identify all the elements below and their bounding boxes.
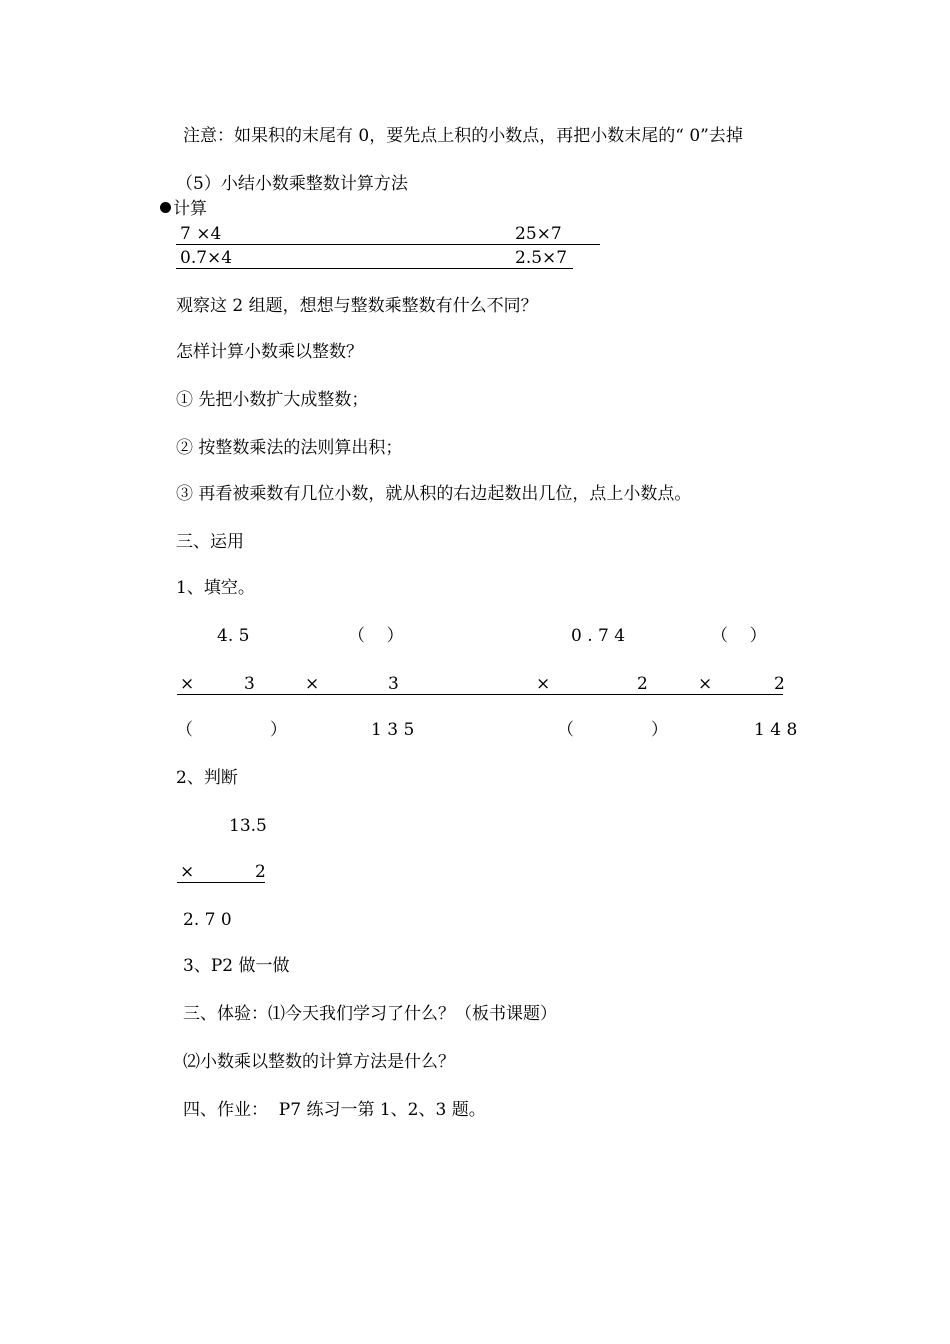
fill-mid-num-1: 3 — [244, 674, 255, 694]
fill-top-3: 0 . 7 4 — [571, 626, 626, 646]
note-text: 注意：如果积的末尾有 0，要先点上积的小数点，再把小数末尾的“ 0”去掉 — [183, 126, 743, 146]
judge-underline — [177, 882, 265, 883]
calc-row2-left: 0.7×4 — [180, 248, 233, 268]
fill-mid-times-1: × — [180, 674, 195, 694]
fill-top-4: （ ） — [711, 626, 767, 646]
step-2: ② 按整数乘法的法则算出积； — [176, 438, 403, 458]
judge-top: 13.5 — [229, 816, 267, 836]
experience-1: 三、体验：⑴今天我们学习了什么？（板书课题） — [183, 1004, 557, 1024]
p2-item: 3、P2 做一做 — [183, 956, 290, 976]
homework: 四、作业： P7 练习一第 1、2、3 题。 — [183, 1100, 486, 1120]
fill-top-1: 4. 5 — [217, 626, 250, 646]
fill-bottom-num-2: 1 4 8 — [754, 720, 798, 740]
fill-bottom-close-2: ） — [651, 720, 668, 740]
bullet-icon — [160, 202, 171, 213]
fill-mid-num-3: 2 — [637, 674, 648, 694]
fill-top-2: （ ） — [348, 626, 404, 646]
experience-2: ⑵小数乘以整数的计算方法是什么？ — [183, 1052, 455, 1072]
fill-bottom-open-2: （ — [557, 720, 574, 740]
fill-heading: 1、填空。 — [176, 578, 255, 598]
fill-underline-1 — [177, 694, 405, 695]
question-how: 怎样计算小数乘以整数？ — [176, 342, 363, 362]
calc-heading: 计算 — [173, 199, 207, 219]
fill-underline-2 — [405, 694, 783, 695]
calc-heading-row — [160, 201, 207, 218]
summary-heading: （5）小结小数乘整数计算方法 — [176, 174, 408, 194]
fill-mid-times-3: × — [536, 674, 551, 694]
judge-heading: 2、判断 — [176, 768, 238, 788]
fill-bottom-open-1: （ — [176, 720, 193, 740]
fill-mid-num-2: 3 — [388, 674, 399, 694]
calc-row2-right: 2.5×7 — [515, 248, 568, 268]
judge-times: × — [180, 862, 195, 882]
judge-multiplier: 2 — [255, 862, 266, 882]
fill-bottom-close-1: ） — [270, 720, 287, 740]
calc-row1-left: 7 ×4 — [180, 224, 222, 244]
calc-row2-underline — [176, 268, 573, 269]
step-3: ③ 再看被乘数有几位小数，就从积的右边起数出几位，点上小数点。 — [176, 484, 692, 504]
fill-mid-times-2: × — [305, 674, 320, 694]
calc-row1-right: 25×7 — [515, 224, 562, 244]
fill-mid-times-4: × — [698, 674, 713, 694]
calc-row1-underline — [176, 244, 600, 245]
fill-bottom-num-1: 1 3 5 — [371, 720, 415, 740]
step-1: ① 先把小数扩大成整数； — [176, 390, 369, 410]
question-observe: 观察这 2 组题，想想与整数乘整数有什么不同？ — [176, 296, 538, 316]
fill-mid-num-4: 2 — [774, 674, 785, 694]
section-3-heading: 三、运用 — [176, 532, 244, 552]
judge-result: 2. 7 0 — [183, 910, 232, 930]
